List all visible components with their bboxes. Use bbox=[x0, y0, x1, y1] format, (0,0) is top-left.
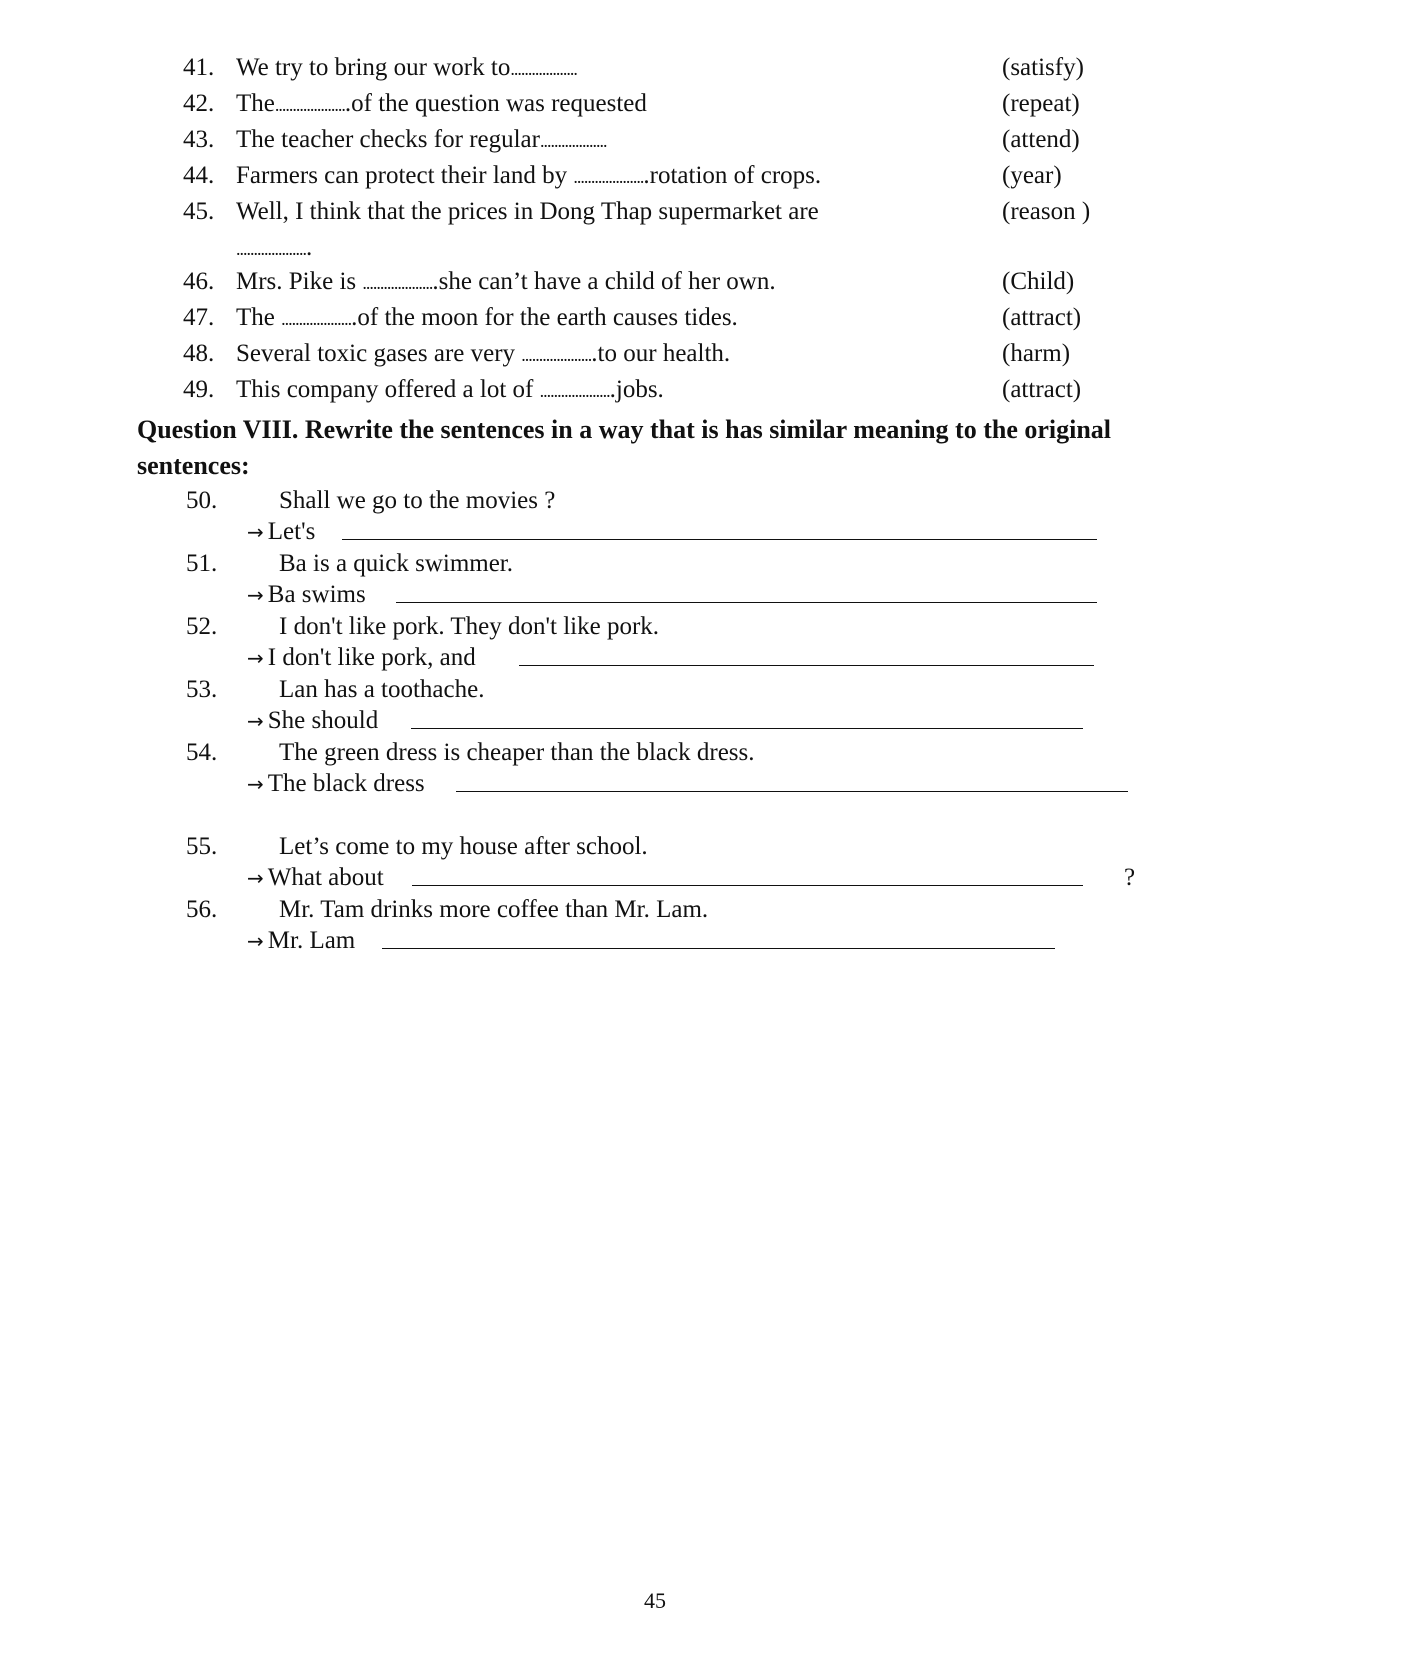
word-form-item-49 bbox=[0, 372, 1404, 408]
word-form-item-46 bbox=[0, 264, 1404, 300]
original-sentence: Let’s come to my house after school. bbox=[279, 833, 648, 860]
original-sentence: Ba is a quick swimmer. bbox=[279, 550, 513, 577]
word-hint: (attend) bbox=[1002, 126, 1080, 153]
item-number: 50. bbox=[186, 487, 218, 514]
rewrite-item-52 bbox=[0, 612, 1404, 675]
answer-prefix: The black dress bbox=[267, 770, 425, 797]
answer-blank-line[interactable] bbox=[396, 602, 1097, 603]
word-form-item-47 bbox=[0, 300, 1404, 336]
answer-prefix: Mr. Lam bbox=[267, 927, 356, 954]
item-sentence bbox=[236, 264, 776, 301]
blank-dots: .................... bbox=[573, 167, 644, 187]
arrow-icon: → bbox=[247, 866, 264, 890]
sentence-text: The teacher checks for regular bbox=[236, 126, 540, 153]
word-form-item-48 bbox=[0, 336, 1404, 372]
item-sentence bbox=[236, 86, 647, 123]
question-mark: ? bbox=[1124, 864, 1136, 891]
answer-prompt bbox=[247, 769, 425, 799]
item-number: 41. bbox=[183, 54, 215, 81]
item-sentence bbox=[236, 158, 821, 195]
answer-prefix: What about bbox=[267, 864, 384, 891]
answer-prefix: I don't like pork, and bbox=[267, 644, 476, 671]
answer-prompt bbox=[247, 706, 378, 736]
item-number: 54. bbox=[186, 739, 218, 766]
answer-blank-line[interactable] bbox=[342, 539, 1097, 540]
word-hint: (attract) bbox=[1002, 376, 1082, 403]
answer-blank-line[interactable] bbox=[412, 885, 1083, 886]
word-form-item-45 bbox=[0, 194, 1404, 264]
item-sentence bbox=[236, 194, 819, 230]
question-heading: Question VIII. Rewrite the sentences in a way that is has similar meaning to the original sentences: bbox=[137, 415, 1112, 480]
original-sentence: Lan has a toothache. bbox=[279, 676, 485, 703]
item-sentence bbox=[236, 300, 738, 337]
item-sentence bbox=[236, 336, 730, 373]
item-sentence bbox=[236, 122, 606, 159]
sentence-text: Well, I think that the prices in Dong Thap supermarket are bbox=[236, 198, 819, 225]
rewrite-item-50 bbox=[0, 486, 1404, 549]
sentence-text: .rotation of crops. bbox=[643, 162, 822, 189]
sentence-text: We try to bring our work to bbox=[236, 54, 511, 81]
arrow-icon: → bbox=[247, 772, 264, 796]
item-number: 52. bbox=[186, 613, 218, 640]
original-sentence: I don't like pork. They don't like pork. bbox=[279, 613, 660, 640]
item-number: 46. bbox=[183, 268, 215, 295]
sentence-text: Farmers can protect their land by bbox=[236, 162, 574, 189]
answer-prompt bbox=[247, 926, 355, 956]
sentence-text: .jobs. bbox=[609, 376, 664, 403]
answer-prefix: She should bbox=[267, 707, 379, 734]
blank-dots: .................... bbox=[281, 309, 352, 329]
rewrite-item-55 bbox=[0, 832, 1404, 895]
answer-blank-line[interactable] bbox=[411, 728, 1083, 729]
sentence-text: This company offered a lot of bbox=[236, 376, 540, 403]
rewrite-item-53 bbox=[0, 675, 1404, 738]
blank-dots: .................... bbox=[236, 239, 306, 259]
sentence-text: .of the question was requested bbox=[344, 90, 647, 117]
sentence-text: .of the moon for the earth causes tides. bbox=[351, 304, 738, 331]
sentence-text: .she can’t have a child of her own. bbox=[432, 268, 776, 295]
blank-dots: .................... bbox=[274, 95, 345, 115]
item-number: 42. bbox=[183, 90, 215, 117]
item-sentence bbox=[236, 372, 664, 409]
sentence-text: The bbox=[236, 90, 275, 117]
item-number: 47. bbox=[183, 304, 215, 331]
item-number: 45. bbox=[183, 198, 215, 225]
rewrite-item-54 bbox=[0, 738, 1404, 832]
item-continuation bbox=[236, 230, 312, 267]
answer-prompt bbox=[247, 517, 315, 547]
original-sentence: The green dress is cheaper than the black dress. bbox=[279, 739, 755, 766]
original-sentence: Shall we go to the movies ? bbox=[279, 487, 556, 514]
rewrite-item-56 bbox=[0, 895, 1404, 958]
rewrite-item-51 bbox=[0, 549, 1404, 612]
blank-dots: .................... bbox=[539, 381, 610, 401]
answer-prompt bbox=[247, 580, 366, 610]
item-number: 53. bbox=[186, 676, 218, 703]
word-form-item-43 bbox=[0, 122, 1404, 158]
answer-prefix: Ba swims bbox=[267, 581, 366, 608]
word-hint: (reason ) bbox=[1002, 198, 1091, 225]
answer-blank-line[interactable] bbox=[456, 791, 1128, 792]
blank-dots: ................... bbox=[539, 131, 607, 151]
original-sentence: Mr. Tam drinks more coffee than Mr. Lam. bbox=[279, 896, 709, 923]
rewrite-list bbox=[0, 486, 1404, 958]
sentence-text: Several toxic gases are very bbox=[236, 340, 522, 367]
sentence-text: The bbox=[236, 304, 282, 331]
word-form-list bbox=[0, 50, 1404, 408]
blank-dots: .................... bbox=[362, 273, 433, 293]
sentence-text: .to our health. bbox=[591, 340, 731, 367]
word-hint: (Child) bbox=[1002, 268, 1075, 295]
answer-prompt bbox=[247, 863, 384, 893]
word-form-item-44 bbox=[0, 158, 1404, 194]
answer-blank-line[interactable] bbox=[382, 948, 1055, 949]
answer-prompt bbox=[247, 643, 476, 673]
word-hint: (repeat) bbox=[1002, 90, 1080, 117]
word-hint: (attract) bbox=[1002, 304, 1082, 331]
item-number: 43. bbox=[183, 126, 215, 153]
word-hint: (satisfy) bbox=[1002, 54, 1084, 81]
answer-prefix: Let's bbox=[267, 518, 316, 545]
blank-dots: .................... bbox=[521, 345, 592, 365]
word-hint: (year) bbox=[1002, 162, 1062, 189]
item-number: 48. bbox=[183, 340, 215, 367]
item-number: 51. bbox=[186, 550, 218, 577]
item-number: 44. bbox=[183, 162, 215, 189]
arrow-icon: → bbox=[247, 520, 264, 544]
sentence-text: . bbox=[306, 234, 313, 261]
arrow-icon: → bbox=[247, 646, 264, 670]
arrow-icon: → bbox=[247, 709, 264, 733]
answer-blank-line[interactable] bbox=[519, 665, 1094, 666]
word-hint: (harm) bbox=[1002, 340, 1071, 367]
blank-dots: ................... bbox=[510, 59, 577, 79]
item-sentence bbox=[236, 50, 577, 87]
arrow-icon: → bbox=[247, 583, 264, 607]
item-number: 56. bbox=[186, 896, 218, 923]
word-form-item-41 bbox=[0, 50, 1404, 86]
item-number: 49. bbox=[183, 376, 215, 403]
page-number: 45 bbox=[644, 1588, 666, 1613]
sentence-text: Mrs. Pike is bbox=[236, 268, 363, 295]
item-number: 55. bbox=[186, 833, 218, 860]
word-form-item-42 bbox=[0, 86, 1404, 122]
arrow-icon: → bbox=[247, 929, 264, 953]
